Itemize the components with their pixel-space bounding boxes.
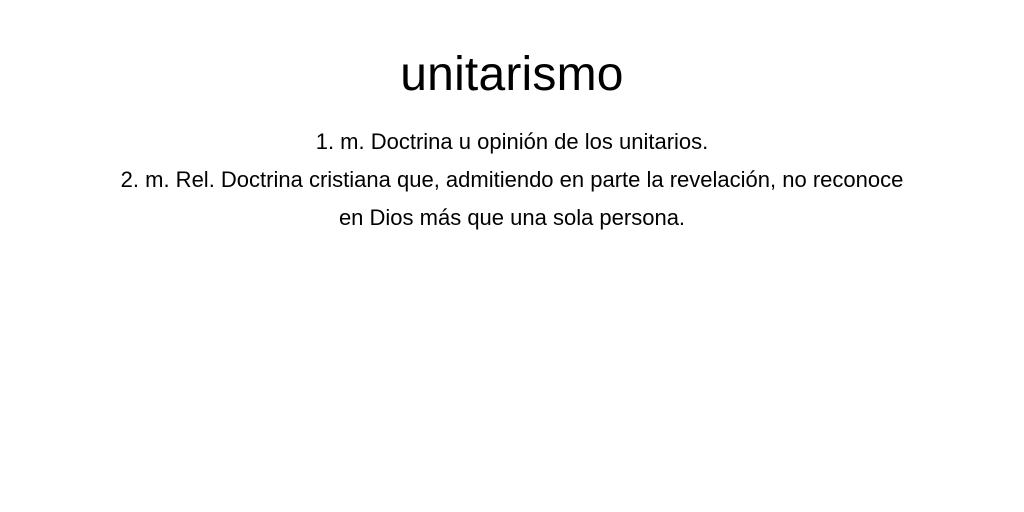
definition-list [112, 123, 912, 237]
headword-title: unitarismo [400, 48, 624, 101]
definition-item-1: 1. m. Doctrina u opinión de los unitarios. [315, 129, 709, 154]
definition-item-2: 2. m. Rel. Doctrina cristiana que, admitiendo en parte la revelación, no reconoce en Dios más que una sola persona. [120, 167, 904, 230]
